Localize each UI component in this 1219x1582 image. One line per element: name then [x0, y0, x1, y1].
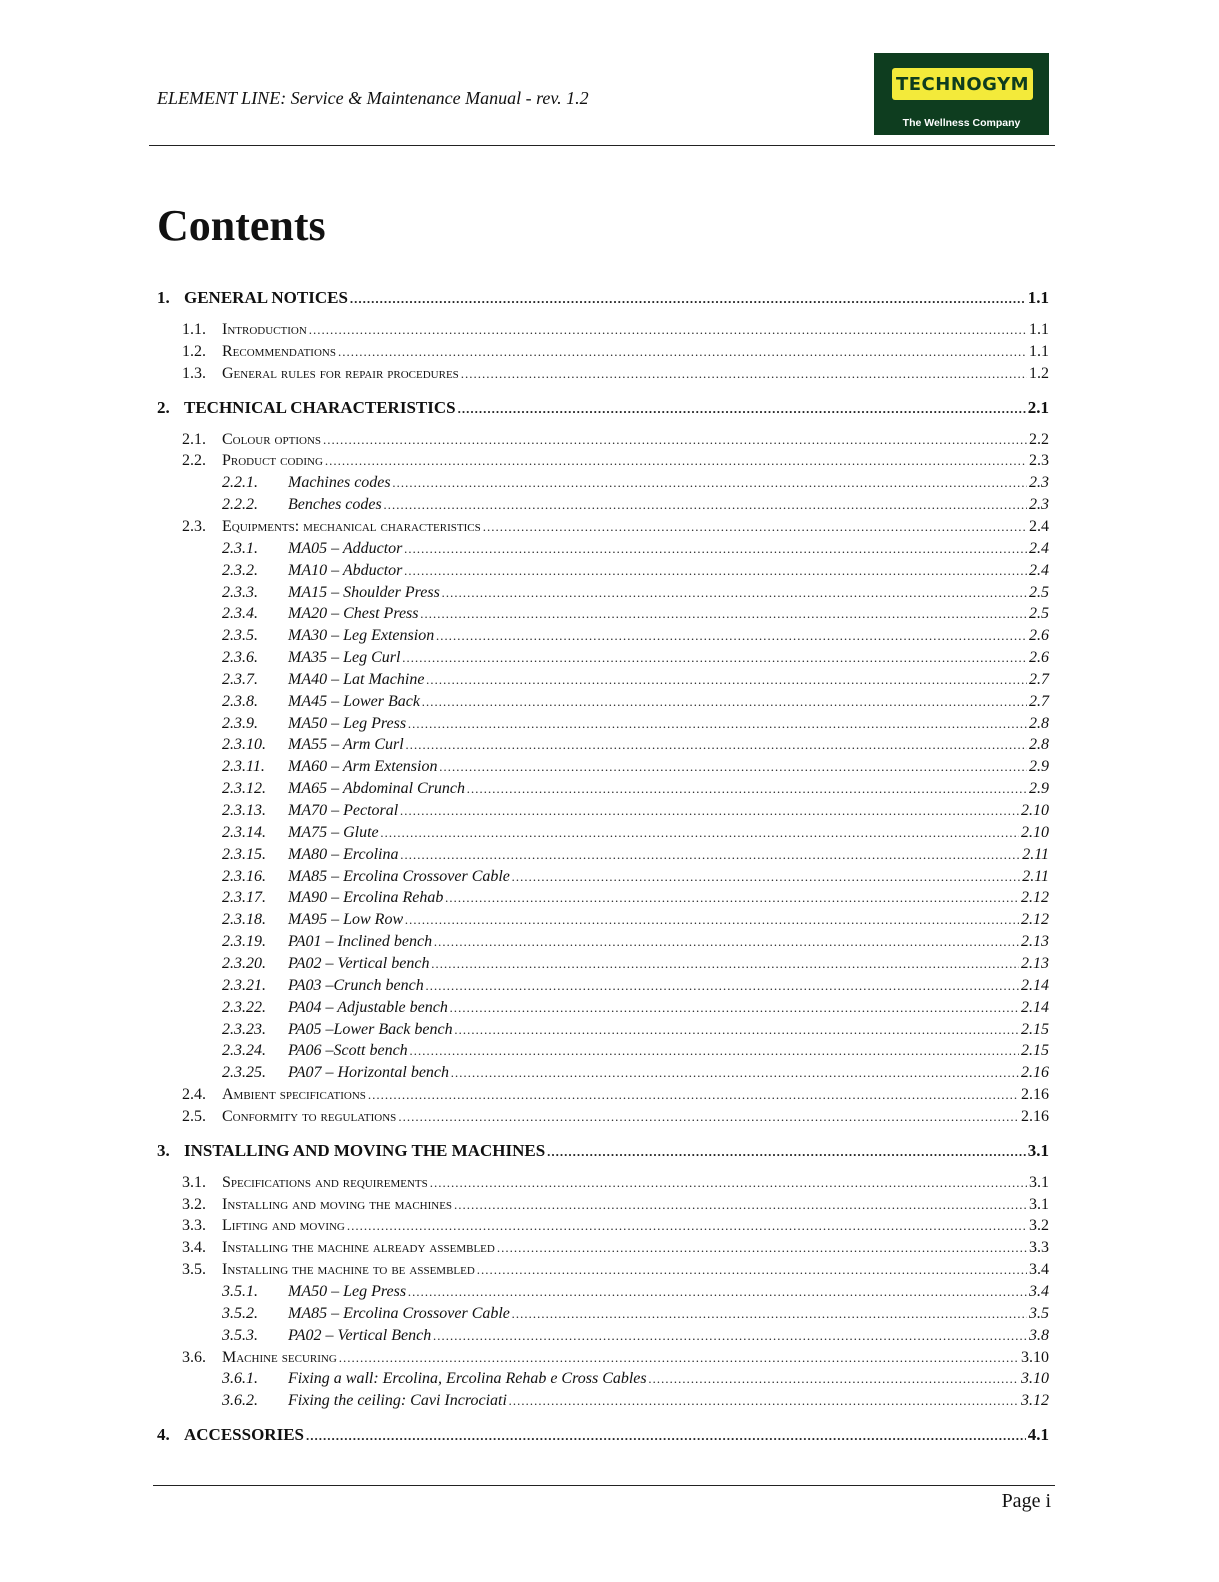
toc-entry-page: 2.11: [1022, 845, 1049, 863]
toc-dot-leader: [439, 759, 1027, 775]
toc-dot-leader: [408, 716, 1027, 732]
toc-entry[interactable]: [157, 1196, 1049, 1214]
toc-entry[interactable]: [157, 999, 1049, 1017]
toc-dot-leader: [384, 497, 1027, 513]
toc-entry-page: 2.7: [1029, 692, 1049, 710]
toc-dot-leader: [400, 803, 1019, 819]
toc-entry-number: 3.6.2.: [222, 1392, 258, 1410]
toc-entry-page: 1.1: [1029, 321, 1049, 338]
toc-entry-title: Ambient specifications: [222, 1086, 366, 1104]
toc-dot-leader: [368, 1087, 1019, 1103]
toc-entry-page: 2.3: [1029, 496, 1049, 514]
toc-dot-leader: [512, 1306, 1027, 1322]
toc-entry[interactable]: [157, 1283, 1049, 1301]
toc-entry[interactable]: [157, 584, 1049, 602]
toc-entry-title: MA20 – Chest Press: [288, 605, 419, 623]
toc-entry[interactable]: [157, 321, 1049, 339]
header-divider: [149, 145, 1055, 146]
toc-dot-leader: [422, 694, 1027, 710]
toc-dot-leader: [404, 541, 1027, 557]
page-number: Page i: [1001, 1490, 1051, 1512]
toc-entry-title: PA07 – Horizontal bench: [288, 1064, 450, 1082]
toc-entry-title: PA03 –Crunch bench: [288, 976, 424, 994]
toc-entry[interactable]: [157, 780, 1049, 798]
toc-entry-number: 2.3.: [182, 517, 206, 535]
toc-entry-page: 2.4: [1029, 561, 1049, 579]
toc-dot-leader: [401, 847, 1021, 863]
toc-entry-title: GENERAL NOTICES: [184, 288, 348, 307]
toc-entry-title: MA65 – Abdominal Crunch: [288, 780, 466, 798]
header-title: ELEMENT LINE: Service & Maintenance Manual - rev. 1.2: [157, 88, 589, 108]
toc-dot-leader: [451, 1065, 1019, 1081]
toc-entry-title: Installing the machine to be assembled: [222, 1261, 475, 1279]
toc-entry-title: MA75 – Glute: [288, 823, 379, 841]
toc-entry-page: 2.8: [1029, 736, 1049, 754]
toc-entry[interactable]: [157, 1086, 1049, 1104]
toc-entry-page: 3.10: [1021, 1370, 1049, 1388]
toc-dot-leader: [421, 606, 1027, 622]
toc-entry-number: 2.3.21.: [222, 976, 266, 994]
toc-entry-number: 3.6.1.: [222, 1370, 258, 1388]
toc-entry-number: 4.: [157, 1425, 170, 1445]
toc-dot-leader: [430, 1175, 1027, 1191]
toc-entry[interactable]: [157, 365, 1049, 383]
toc-dot-leader: [402, 650, 1027, 666]
toc-entry-number: 1.3.: [182, 364, 206, 382]
toc-entry-page: 2.10: [1021, 823, 1049, 841]
toc-entry-number: 3.: [157, 1140, 170, 1160]
toc-dot-leader: [431, 956, 1019, 972]
toc-entry-title: Introduction: [222, 321, 307, 338]
toc-entry-title: Conformity to regulations: [222, 1107, 397, 1125]
toc-entry[interactable]: [157, 562, 1049, 580]
toc-entry-number: 2.: [157, 397, 170, 417]
toc-entry-page: 3.2: [1029, 1217, 1049, 1235]
toc-entry[interactable]: [157, 627, 1049, 645]
toc-entry-number: 2.3.22.: [222, 998, 266, 1016]
toc-entry-title: PA02 – Vertical Bench: [288, 1326, 432, 1344]
toc-entry-title: Lifting and moving: [222, 1217, 345, 1235]
toc-entry[interactable]: [157, 802, 1049, 820]
toc-dot-leader: [410, 1043, 1019, 1059]
toc-entry-page: 2.4: [1029, 517, 1049, 535]
toc-entry[interactable]: [157, 452, 1049, 470]
toc-entry-number: 1.1.: [182, 321, 206, 338]
toc-dot-leader: [309, 322, 1027, 338]
toc-entry-number: 2.3.23.: [222, 1020, 266, 1038]
toc-entry-number: 2.2.1.: [222, 474, 258, 492]
toc-dot-leader: [467, 781, 1027, 797]
toc-entry[interactable]: [157, 736, 1049, 754]
toc-entry-number: 2.5.: [182, 1107, 206, 1125]
toc-entry-number: 2.3.11.: [222, 758, 265, 776]
toc-entry-page: 2.15: [1021, 1042, 1049, 1060]
toc-dot-leader: [406, 737, 1027, 753]
toc-entry[interactable]: [157, 1425, 1049, 1445]
toc-entry[interactable]: [157, 1305, 1049, 1323]
toc-entry[interactable]: [157, 1261, 1049, 1279]
toc-entry-page: 2.9: [1029, 758, 1049, 776]
toc-entry-page: 2.6: [1029, 627, 1049, 645]
toc-dot-leader: [445, 890, 1019, 906]
toc-entry[interactable]: [157, 977, 1049, 995]
toc-dot-leader: [434, 934, 1019, 950]
toc-entry-number: 1.: [157, 288, 170, 307]
toc-entry-number: 2.1.: [182, 430, 206, 448]
toc-entry-number: 2.3.1.: [222, 539, 258, 557]
toc-entry-number: 2.3.20.: [222, 954, 266, 972]
toc-entry-title: MA35 – Leg Curl: [288, 649, 401, 667]
toc-entry[interactable]: [157, 496, 1049, 514]
toc-dot-leader: [461, 366, 1027, 382]
toc-entry-title: Machine securing: [222, 1348, 337, 1366]
toc-entry[interactable]: [157, 889, 1049, 907]
toc-dot-leader: [393, 475, 1027, 491]
toc-entry-number: 3.4.: [182, 1239, 206, 1257]
toc-dot-leader: [454, 1197, 1027, 1213]
toc-entry-page: 4.1: [1027, 1425, 1049, 1445]
toc-entry-title: Specifications and requirements: [222, 1173, 428, 1191]
toc-entry[interactable]: [157, 758, 1049, 776]
toc-entry[interactable]: [157, 715, 1049, 733]
toc-entry-page: 2.8: [1029, 714, 1049, 732]
toc-dot-leader: [398, 1109, 1019, 1125]
toc-entry-number: 2.3.17.: [222, 889, 266, 907]
toc-entry[interactable]: [157, 343, 1049, 361]
toc-entry-page: 2.14: [1021, 976, 1049, 994]
toc-entry-number: 3.6.: [182, 1348, 206, 1366]
toc-entry-number: 2.3.14.: [222, 823, 266, 841]
toc-entry[interactable]: [157, 398, 1049, 418]
toc-entry-title: PA02 – Vertical bench: [288, 954, 430, 972]
toc-dot-leader: [323, 432, 1027, 448]
toc-entry[interactable]: [157, 911, 1049, 929]
logo-tagline: The Wellness Company: [902, 117, 1021, 129]
toc-entry-title: INSTALLING AND MOVING THE MACHINES: [184, 1140, 546, 1160]
toc-entry[interactable]: [157, 474, 1049, 492]
toc-dot-leader: [483, 519, 1027, 535]
toc-entry-page: 3.5: [1029, 1304, 1049, 1322]
toc-entry[interactable]: [157, 605, 1049, 623]
toc-entry-number: 3.1.: [182, 1173, 206, 1191]
toc-dot-leader: [433, 1328, 1027, 1344]
toc-entry[interactable]: [157, 1217, 1049, 1235]
toc-dot-leader: [381, 825, 1019, 841]
toc-entry-title: PA04 – Adjustable bench: [288, 998, 448, 1016]
toc-entry-page: 2.3: [1029, 474, 1049, 492]
toc-entry-title: MA45 – Lower Back: [288, 692, 420, 710]
toc-entry-number: 2.3.2.: [222, 561, 258, 579]
toc-entry-number: 2.3.19.: [222, 933, 266, 951]
toc-entry-number: 2.3.6.: [222, 649, 258, 667]
toc-entry-number: 3.5.: [182, 1261, 206, 1279]
toc-dot-leader: [547, 1144, 1026, 1160]
toc-dot-leader: [509, 1393, 1019, 1409]
toc-entry-page: 2.11: [1022, 867, 1049, 885]
toc-entry-number: 3.5.2.: [222, 1304, 258, 1322]
toc-entry-number: 2.3.4.: [222, 605, 258, 623]
toc-entry[interactable]: [157, 1064, 1049, 1082]
toc-dot-leader: [347, 1218, 1027, 1234]
toc-entry-title: Colour options: [222, 430, 322, 448]
toc-entry-title: Fixing a wall: Ercolina, Ercolina Rehab e Cross Cables: [288, 1370, 647, 1388]
toc-entry-page: 3.1: [1027, 1140, 1049, 1160]
toc-entry[interactable]: [157, 431, 1049, 449]
toc-entry-page: 3.4: [1029, 1261, 1049, 1279]
toc-entry-title: MA90 – Ercolina Rehab: [288, 889, 444, 907]
contents-title: Contents: [157, 201, 326, 250]
toc-entry-number: 2.3.25.: [222, 1064, 266, 1082]
toc-entry[interactable]: [157, 1141, 1049, 1161]
toc-dot-leader: [497, 1240, 1027, 1256]
toc-entry-title: General rules for repair procedures: [222, 364, 459, 382]
toc-entry-title: TECHNICAL CHARACTERISTICS: [184, 397, 456, 417]
toc-entry-title: Installing the machine already assembled: [222, 1239, 495, 1257]
toc-entry-title: MA40 – Lat Machine: [288, 670, 425, 688]
toc-entry[interactable]: [157, 1021, 1049, 1039]
toc-entry-number: 2.3.7.: [222, 670, 258, 688]
toc-entry-page: 3.10: [1021, 1348, 1049, 1366]
toc-entry-page: 2.16: [1021, 1107, 1049, 1125]
toc-entry-number: 2.3.15.: [222, 845, 266, 863]
toc-entry-page: 3.12: [1021, 1392, 1049, 1410]
toc-entry-page: 2.5: [1029, 583, 1049, 601]
toc-entry-number: 3.5.1.: [222, 1283, 258, 1300]
toc-entry[interactable]: [157, 1239, 1049, 1257]
toc-entry[interactable]: [157, 846, 1049, 864]
toc-entry[interactable]: [157, 824, 1049, 842]
toc-dot-leader: [649, 1371, 1019, 1387]
toc-entry-page: 2.13: [1021, 933, 1049, 951]
toc-entry-title: Fixing the ceiling: Cavi Incrociati: [288, 1392, 507, 1410]
toc-entry-page: 2.3: [1029, 452, 1049, 470]
toc-entry-page: 2.9: [1029, 780, 1049, 798]
toc-entry-title: PA06 –Scott bench: [288, 1042, 408, 1060]
toc-entry-number: 2.3.18.: [222, 911, 266, 929]
toc-dot-leader: [455, 1022, 1019, 1038]
toc-entry-number: 2.3.5.: [222, 627, 258, 645]
toc-entry-page: 3.1: [1029, 1173, 1049, 1191]
toc-entry[interactable]: [157, 1349, 1049, 1367]
toc-entry[interactable]: [157, 1327, 1049, 1345]
toc-entry-number: 2.3.24.: [222, 1042, 266, 1060]
toc-dot-leader: [426, 978, 1019, 994]
toc-entry-title: MA15 – Shoulder Press: [288, 583, 440, 601]
toc-entry-page: 2.16: [1021, 1086, 1049, 1104]
toc-entry-page: 2.16: [1021, 1064, 1049, 1082]
toc-entry[interactable]: [157, 1370, 1049, 1388]
toc-entry-title: Product coding: [222, 452, 323, 470]
toc-dot-leader: [404, 563, 1027, 579]
toc-entry-number: 2.4.: [182, 1086, 206, 1104]
toc-entry-number: 3.2.: [182, 1195, 206, 1213]
toc-dot-leader: [350, 291, 1026, 307]
toc-entry-number: 2.3.12.: [222, 780, 266, 798]
toc-entry-page: 3.4: [1029, 1283, 1049, 1300]
toc-entry[interactable]: [157, 1108, 1049, 1126]
toc-entry-page: 2.7: [1029, 670, 1049, 688]
toc-dot-leader: [450, 1000, 1019, 1016]
toc-dot-leader: [339, 1350, 1019, 1366]
toc-entry-page: 2.15: [1021, 1020, 1049, 1038]
toc-entry-title: MA60 – Arm Extension: [288, 758, 438, 776]
toc-entry-title: MA85 – Ercolina Crossover Cable: [288, 867, 510, 885]
toc-entry-number: 3.3.: [182, 1217, 206, 1235]
toc-entry[interactable]: [157, 1392, 1049, 1410]
toc-entry-title: MA10 – Abductor: [288, 561, 403, 579]
toc-entry-number: 2.3.13.: [222, 802, 266, 819]
toc-entry-title: MA55 – Arm Curl: [288, 736, 404, 754]
toc-entry-title: Benches codes: [288, 496, 382, 514]
toc-dot-leader: [512, 869, 1020, 885]
toc-entry-page: 3.8: [1029, 1326, 1049, 1344]
toc-entry-title: PA05 –Lower Back bench: [288, 1020, 453, 1038]
toc-dot-leader: [338, 344, 1027, 360]
toc-entry-title: Equipments: mechanical characteristics: [222, 517, 481, 535]
toc-dot-leader: [458, 401, 1026, 417]
toc-entry-title: MA05 – Adductor: [288, 539, 403, 557]
toc-entry-title: PA01 – Inclined bench: [288, 933, 433, 951]
toc-entry-title: MA80 – Ercolina: [288, 845, 399, 863]
toc-entry[interactable]: [157, 518, 1049, 536]
toc-entry[interactable]: [157, 933, 1049, 951]
toc-entry[interactable]: [157, 649, 1049, 667]
toc-entry-number: 2.2.: [182, 452, 206, 470]
toc-entry-title: MA95 – Low Row: [288, 911, 404, 929]
toc-entry-number: 2.3.9.: [222, 714, 258, 732]
toc-entry-title: MA50 – Leg Press: [288, 714, 407, 732]
toc-entry[interactable]: [157, 540, 1049, 558]
toc-entry[interactable]: [157, 288, 1049, 308]
toc-entry-number: 2.3.8.: [222, 692, 258, 710]
toc-entry-page: 2.10: [1021, 802, 1049, 819]
toc-entry-title: Installing and moving the machines: [222, 1195, 453, 1213]
toc-entry-page: 2.2: [1029, 430, 1049, 448]
toc-entry-page: 2.5: [1029, 605, 1049, 623]
toc-entry-title: Machines codes: [288, 474, 391, 492]
toc-dot-leader: [325, 453, 1027, 469]
toc-entry-page: 1.1: [1029, 342, 1049, 360]
toc-entry-number: 2.2.2.: [222, 496, 258, 514]
logo-band: [892, 68, 1033, 100]
technogym-logo: [874, 53, 1049, 135]
toc-entry[interactable]: [157, 1042, 1049, 1060]
toc-entry-page: 1.1: [1027, 288, 1049, 307]
toc-dot-leader: [426, 672, 1027, 688]
toc-entry-page: 2.14: [1021, 998, 1049, 1016]
toc-dot-leader: [442, 585, 1027, 601]
toc-entry[interactable]: [157, 955, 1049, 973]
toc-entry-title: MA50 – Leg Press: [288, 1283, 407, 1300]
toc-entry-title: MA70 – Pectoral: [288, 802, 399, 819]
toc-dot-leader: [405, 912, 1019, 928]
toc-entry-page: 2.12: [1021, 889, 1049, 907]
toc-entry-number: 2.3.16.: [222, 867, 266, 885]
toc-entry-page: 2.4: [1029, 539, 1049, 557]
toc-entry[interactable]: [157, 868, 1049, 886]
toc-entry-title: ACCESSORIES: [184, 1425, 304, 1445]
toc-dot-leader: [408, 1284, 1027, 1300]
footer-divider: [153, 1485, 1055, 1486]
toc-entry-title: Recommendations: [222, 342, 336, 360]
toc-dot-leader: [306, 1428, 1026, 1444]
logo-word: TECHNOGYM: [895, 73, 1030, 95]
toc-entry[interactable]: [157, 693, 1049, 711]
toc-entry-page: 3.3: [1029, 1239, 1049, 1257]
toc-entry-page: 2.13: [1021, 954, 1049, 972]
toc-entry-page: 2.12: [1021, 911, 1049, 929]
toc-entry-page: 3.1: [1029, 1195, 1049, 1213]
toc-entry-title: MA85 – Ercolina Crossover Cable: [288, 1304, 510, 1322]
toc-entry-number: 3.5.3.: [222, 1326, 258, 1344]
toc-entry-page: 2.1: [1027, 397, 1049, 417]
toc-entry-page: 2.6: [1029, 649, 1049, 667]
toc-entry-number: 1.2.: [182, 342, 206, 360]
toc-dot-leader: [477, 1262, 1027, 1278]
toc-entry-title: MA30 – Leg Extension: [288, 627, 435, 645]
toc-entry-page: 1.2: [1029, 364, 1049, 382]
toc-entry-number: 2.3.3.: [222, 583, 258, 601]
toc-dot-leader: [436, 628, 1027, 644]
toc-entry[interactable]: [157, 1174, 1049, 1192]
toc-entry-number: 2.3.10.: [222, 736, 266, 754]
toc-entry[interactable]: [157, 671, 1049, 689]
